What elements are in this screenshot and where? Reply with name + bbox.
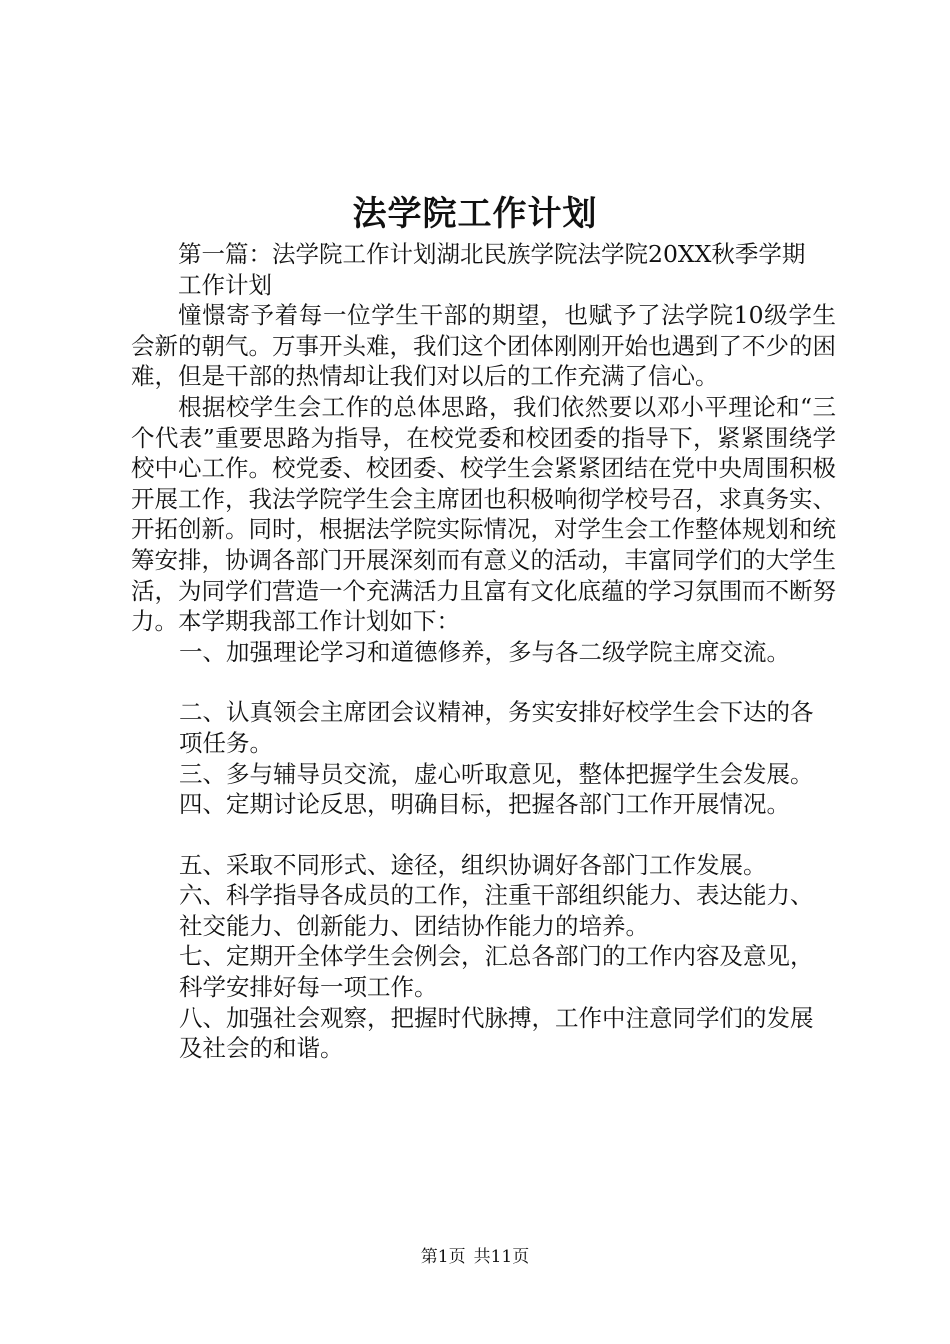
paragraph-subtitle: 工作计划 (178, 270, 272, 299)
paragraph-intro: 第一篇：法学院工作计划湖北民族学院法学院20XX秋季学期 (178, 240, 806, 268)
paragraph-1: 憧憬寄予着每一位学生干部的期望，也赋予了法学院10级学生会新的朝气。万事开头难，我们这个团体刚刚开始也遇到了不少的困难，但是干部的热情却让我们对以后的工作充满了信心。 (131, 301, 836, 391)
document-body (131, 239, 836, 1064)
page-footer (0, 1242, 950, 1267)
plan-item-4: 四、定期讨论反思，明确目标，把握各部门工作开展情况。 (179, 790, 790, 819)
plan-item-1: 一、加强理论学习和道德修养，多与各二级学院主席交流。 (179, 637, 790, 666)
page-total: 共11页 (473, 1247, 530, 1267)
plan-item-5: 五、采取不同形式、途径，组织协调好各部门工作发展。 (179, 850, 767, 879)
paragraph-2: 根据校学生会工作的总体思路，我们依然要以邓小平理论和“三个代表”重要思路为指导，在校党委和校团委的指导下，紧紧围绕学校中心工作。校党委、校团委、校学生会紧紧团结在党中央周围积极开展工作，我法学院学生会主席团也积极响彻学校号召，求真务实、开拓创新。同时，根据法学院实际情况，对学生会工作整体规划和统筹安排，协调各部门开展深刻而有意义的活动，丰富同学们的大学生活，为同学们营造一个充满活力且富有文化底蕴的学习氛围而不断努力。本学期我部工作计划如下： (131, 392, 836, 636)
document-title: 法学院工作计划 (352, 194, 598, 234)
plan-item-8: 八、加强社会观察，把握时代脉搏，工作中注意同学们的发展及社会的和谐。 (179, 1003, 814, 1063)
plan-item-2: 二、认真领会主席团会议精神，务实安排好校学生会下达的各项任务。 (179, 698, 814, 757)
plan-item-7: 七、定期开全体学生会例会，汇总各部门的工作内容及意见，科学安排好每一项工作。 (179, 942, 814, 1002)
plan-item-3: 三、多与辅导员交流，虚心听取意见，整体把握学生会发展。 (179, 759, 814, 788)
page-number: 第1页 (420, 1247, 466, 1267)
plan-item-6: 六、科学指导各成员的工作，注重干部组织能力、表达能力、社交能力、创新能力、团结协作能力的培养。 (179, 881, 814, 940)
